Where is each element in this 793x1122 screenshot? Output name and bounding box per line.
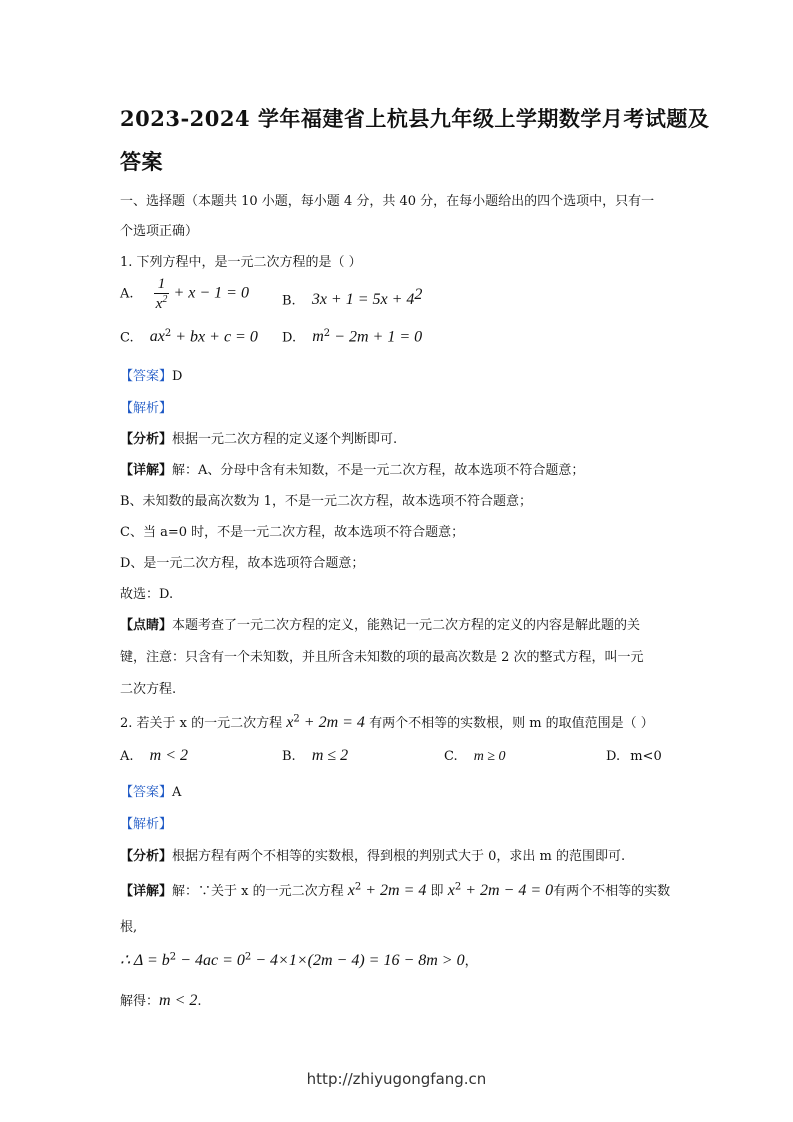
q1-option-a-label: A.: [120, 286, 134, 302]
q2-xiangjie-c: 有两个不相等的实数: [553, 884, 671, 899]
section-heading-line1: 一、选择题（本题共 10 小题，每小题 4 分，共 40 分，在每小题给出的四个选项中，只有一: [120, 194, 655, 209]
q2-solve-label: 解得：: [120, 994, 160, 1009]
q2-fenxi-text: 根据方程有两个不相等的实数根，得到根的判别式大于 0，求出 m 的范围即可.: [172, 849, 626, 864]
q2-xiangjie-d: 根,: [120, 920, 138, 935]
q1-line-c: C、当 a=0 时，不是一元二次方程，故本选项不符合题意；: [120, 525, 465, 540]
q1-option-b-sup: 2: [414, 286, 423, 303]
q2-delta: ∴ $\Delta = b^2 - 4ac = 0^2 - 4\times 1\times(2m - 4) = 16 - 8m > 0$，: [120, 951, 478, 969]
q2-delta-end: ，: [464, 954, 478, 969]
footer-url[interactable]: http://zhiyugongfang.cn: [306, 1070, 487, 1088]
q2-option-b-expr: m ≤ 2: [311, 747, 349, 764]
q2-answer: [120, 781, 181, 800]
q2-xj-eq2-b: + 2m − 4 = 0: [461, 882, 554, 899]
q1-option-a: [120, 276, 249, 312]
q1-option-a-numerator: 1: [154, 276, 170, 294]
q2-solve-end: .: [197, 994, 202, 1009]
q2-delta-c: − 4×1×(2m − 4) = 16 − 8m > 0: [251, 952, 465, 969]
q2-xj-eq1-b: + 2m = 4: [361, 882, 427, 899]
q1-option-c-expr-b: + bx + c = 0: [171, 328, 258, 346]
q1-xiangjie-tag: 【详解】: [120, 463, 173, 478]
q2-xiangjie: 【详解】解：∵关于 x 的一元二次方程 $x^2 + 2m = 4$ 即 $x^2 + 2m - 4 = 0$有两个不相等的实数: [120, 881, 671, 899]
q2-option-d: [606, 749, 662, 764]
q1-line-d: D、是一元二次方程，故本选项符合题意；: [120, 556, 365, 571]
section-heading-line2: 个选项正确）: [120, 224, 199, 239]
q2-xiangjie-a: 解：∵关于 x 的一元二次方程: [172, 884, 344, 899]
q1-option-c-label: C.: [120, 330, 134, 346]
q2-option-c-expr: m ≥ 0: [473, 749, 506, 764]
q1-option-d-label: D.: [282, 330, 297, 346]
q2-analysis-tag: 【解析】: [120, 817, 173, 832]
q1-option-c: C. $ax^2$ + bx + c = 0: [120, 328, 258, 346]
q2-option-a-expr: m < 2: [149, 747, 189, 764]
q1-option-b-label: B.: [282, 293, 296, 309]
q2-stem-eq-b: + 2m = 4: [299, 714, 365, 731]
q2-answer-value: A: [172, 785, 182, 800]
q1-stem: 1. 下列方程中，是一元二次方程的是（ ）: [120, 255, 362, 270]
q2-option-a: [120, 747, 188, 765]
q1-answer-tag: 【答案】: [120, 369, 173, 384]
q1-choose: 故选：D.: [120, 587, 174, 602]
q1-line-b: B、未知数的最高次数为 1，不是一元二次方程，故本选项不符合题意；: [120, 494, 532, 509]
q2-solve-expr: m < 2: [159, 992, 198, 1009]
q1-dianjing-line1: [120, 614, 640, 633]
q2-delta-a: ∴ Δ = b: [120, 952, 170, 969]
q1-option-a-rest: + x − 1 = 0: [173, 284, 249, 302]
q2-delta-b: − 4ac = 0: [176, 952, 245, 969]
q1-option-d-expr-a: m: [312, 328, 324, 346]
q1-answer: [120, 365, 182, 384]
q1-option-b-expr: 3x + 1 = 5x + 4: [311, 291, 415, 309]
doc-title-line2: 答案: [120, 149, 163, 174]
q1-analysis-tag: 【解析】: [120, 401, 173, 416]
q1-option-d: D. $m^2 - 2m + 1 = 0$: [282, 328, 423, 346]
doc-title-line1: 2023-2024 学年福建省上杭县九年级上学期数学月考试题及: [120, 106, 710, 131]
q1-xiangjie-text: 解：A、分母中含有未知数，不是一元二次方程，故本选项不符合题意；: [172, 463, 585, 478]
q2-answer-tag: 【答案】: [120, 785, 173, 800]
q1-dianjing-tag: 【点睛】: [120, 618, 173, 633]
q1-fenxi-tag: 【分析】: [120, 432, 173, 447]
q2-option-d-label: D.: [606, 749, 621, 764]
q1-option-a-fraction: [154, 276, 170, 312]
q2-stem-b: 有两个不相等的实数根，则 m 的取值范围是（ ）: [369, 716, 654, 731]
q1-dianjing-line2: 键，注意：只含有一个未知数，并且所含未知数的项的最高次数是 2 次的整式方程，叫一元: [120, 650, 644, 665]
q2-option-b: [282, 747, 348, 765]
q2-option-c: [444, 749, 506, 765]
q1-dianjing-line3: 二次方程.: [120, 682, 177, 697]
q2-xiangjie-tag: 【详解】: [120, 884, 173, 899]
q2-stem: 2. 若关于 x 的一元二次方程 $x^2 + 2m = 4$ 有两个不相等的实数根，则 m 的取值范围是（ ）: [120, 713, 654, 731]
q2-solve: [120, 990, 202, 1010]
q1-option-d-expr-b: − 2m + 1 = 0: [330, 328, 423, 346]
q1-option-a-den-var: x: [155, 295, 163, 312]
q2-xj-eq2-a: x: [447, 882, 455, 899]
q1-fenxi-text: 根据一元二次方程的定义逐个判断即可.: [172, 432, 398, 447]
q2-xiangjie-b: 即: [430, 884, 444, 899]
q2-fenxi-tag: 【分析】: [120, 849, 173, 864]
q1-option-c-expr-a: ax: [149, 328, 165, 346]
q2-option-a-label: A.: [120, 749, 134, 764]
q2-option-c-label: C.: [444, 749, 458, 764]
q1-option-a-denominator: $x^2$: [155, 293, 168, 312]
q1-option-b: [282, 286, 422, 309]
q1-answer-value: D: [172, 369, 183, 384]
q2-option-b-label: B.: [282, 749, 296, 764]
q1-fenxi: [120, 428, 397, 447]
q1-xiangjie: [120, 459, 584, 478]
q2-stem-eq-a: x: [286, 714, 294, 731]
q2-xj-eq1-a: x: [347, 882, 355, 899]
q2-stem-a: 2. 若关于 x 的一元二次方程: [120, 716, 283, 731]
q2-fenxi: [120, 845, 625, 864]
q1-dianjing-text1: 本题考查了一元二次方程的定义，能熟记一元二次方程的定义的内容是解此题的关: [172, 618, 641, 633]
q2-option-d-expr: m<0: [630, 749, 662, 764]
